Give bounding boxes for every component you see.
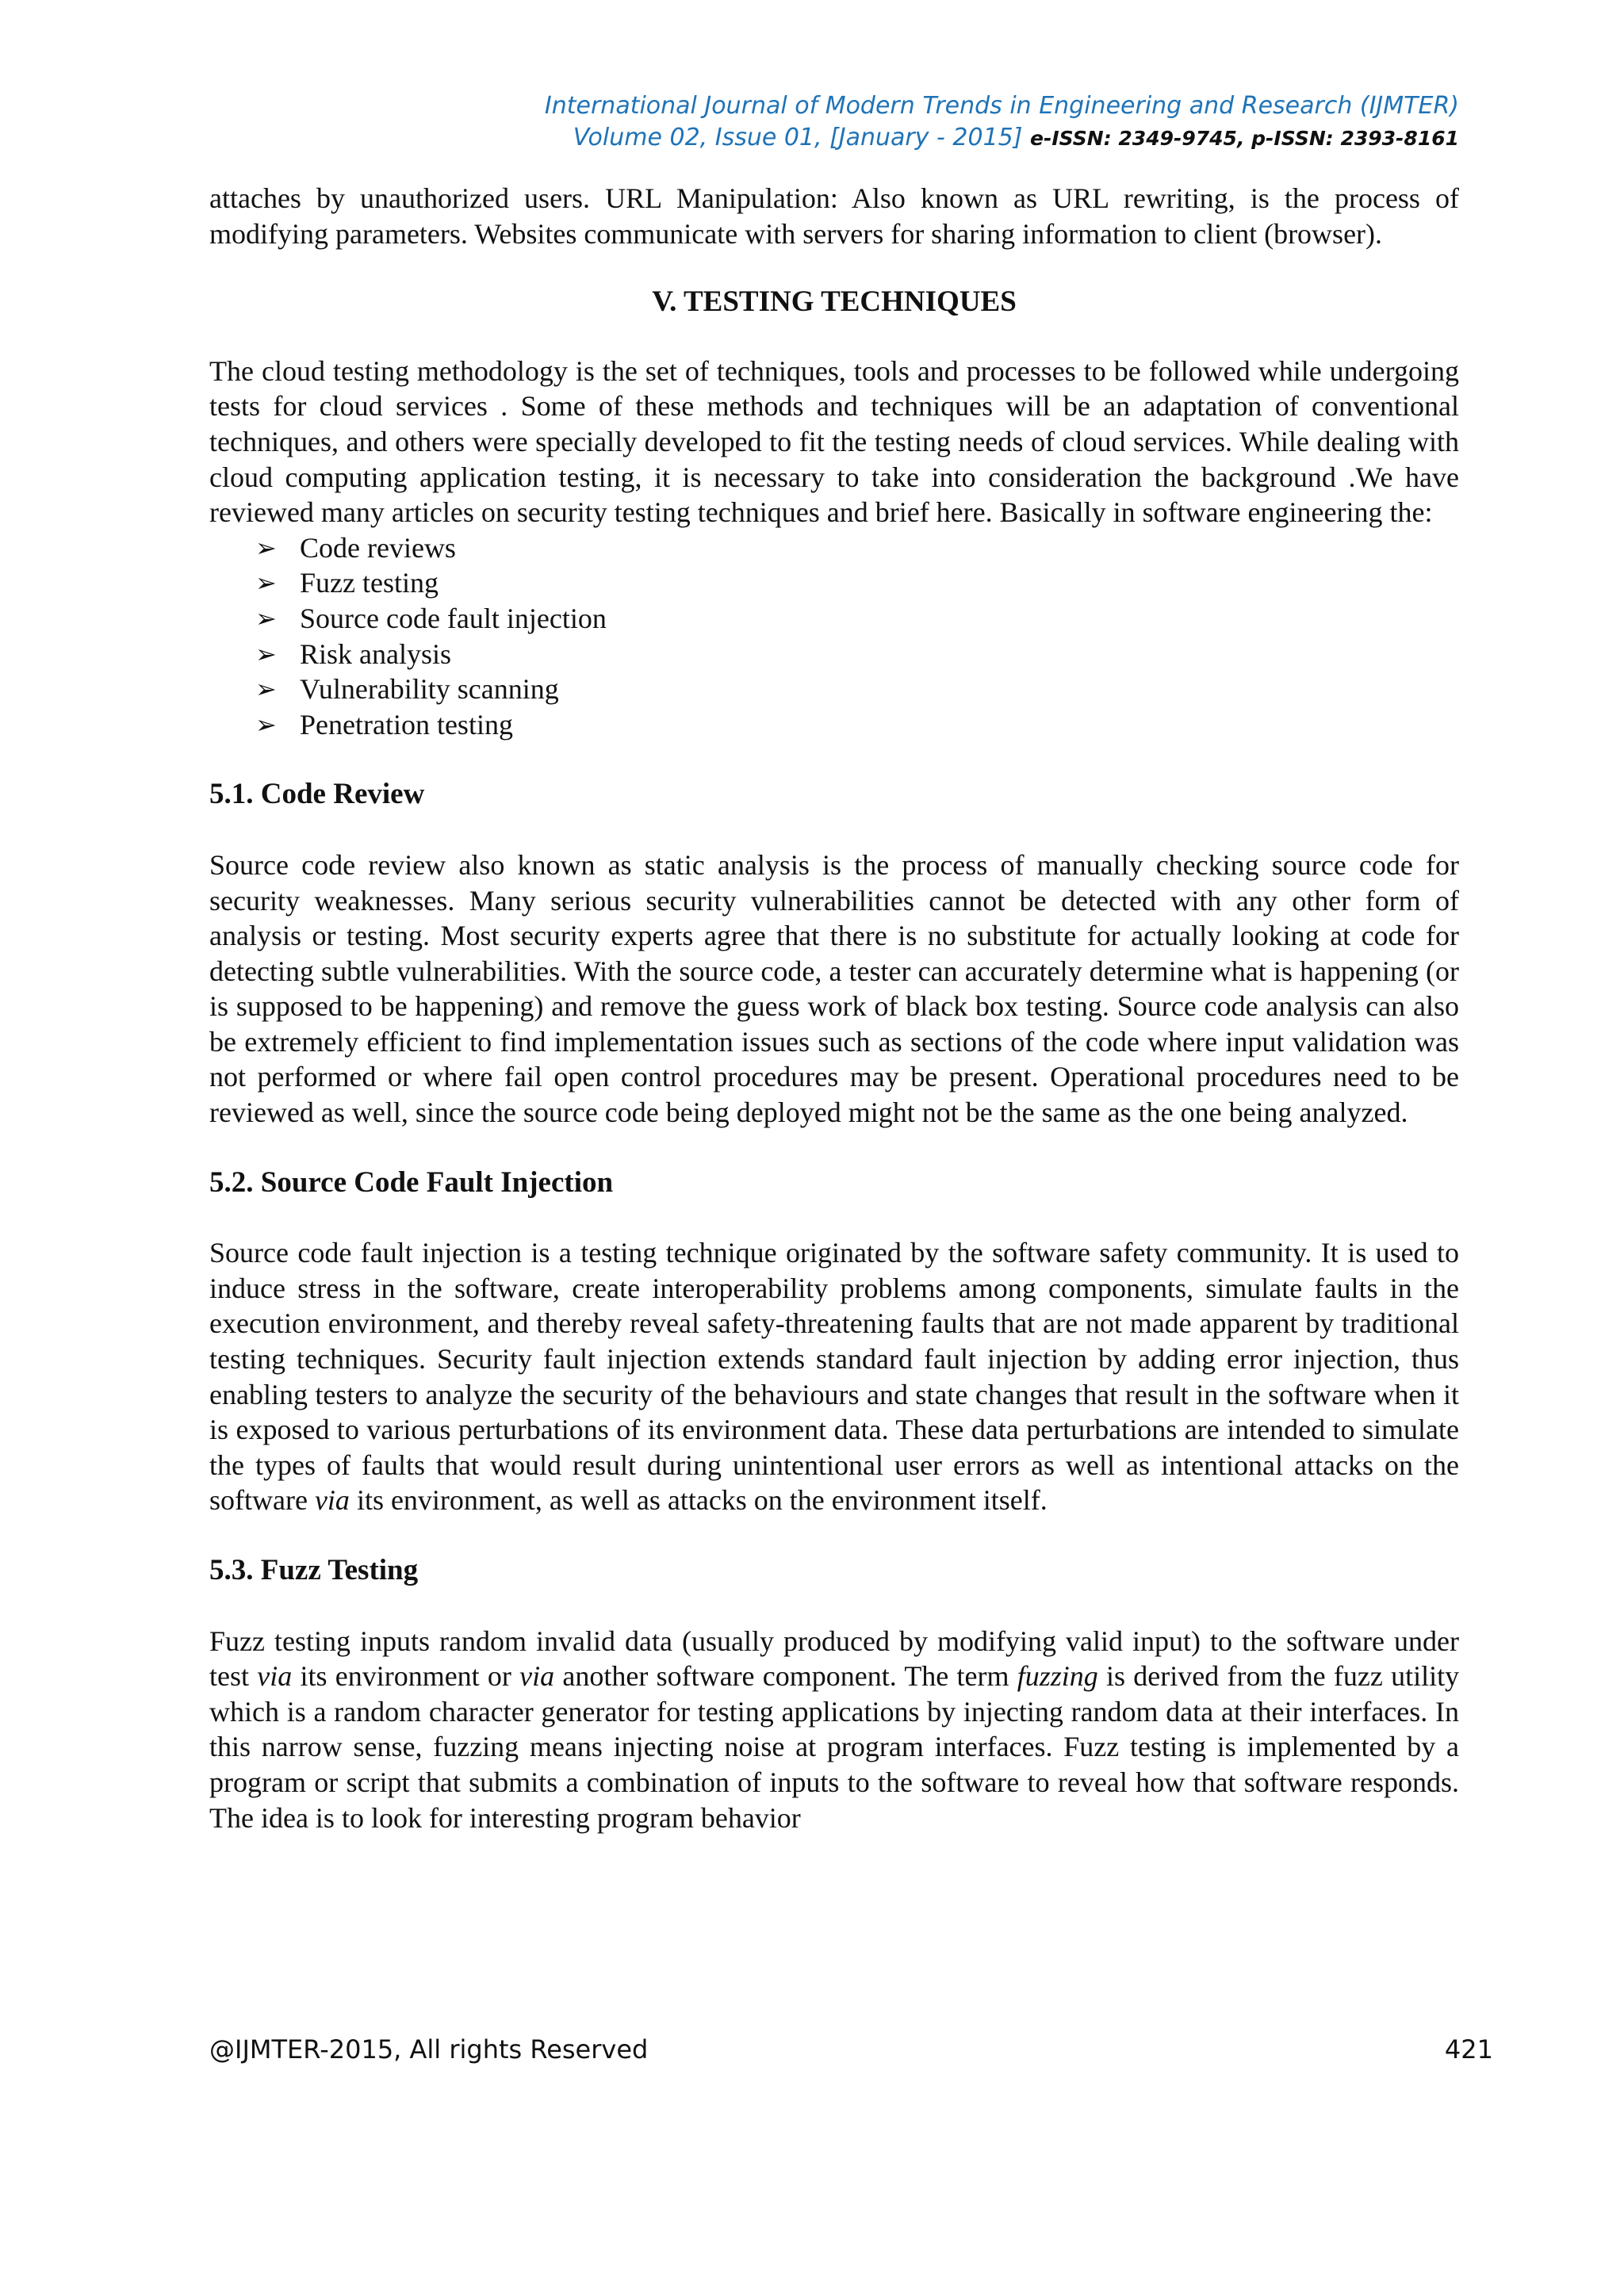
copyright-text: @IJMTER-2015, All rights Reserved	[209, 2034, 649, 2064]
techniques-list	[209, 530, 1459, 743]
fault-injection-paragraph: Source code fault injection is a testing technique originated by the software safety community. It is used to induce stress in the software, create interoperability problems among components, simulate faults in the execution environment, and thereby reveal safety-threatening faults that are not made apparent by traditional testing techniques. Security fault injection extends standard fault injection by adding error injection, thus enabling testers to analyze the security of the behaviours and state changes that result in the software when it is exposed to various perturbations of its environment data. These data perturbations are intended to simulate the types of faults that would result during unintentional user errors as well as intentional attacks on the software via its environment, as well as attacks on the environment itself.	[209, 1237, 1459, 1517]
arrow-bullet-icon: ➢	[255, 638, 277, 669]
journal-header	[270, 90, 1459, 155]
subsection-title-code-review: 5.1. Code Review	[209, 778, 425, 811]
arrow-bullet-icon: ➢	[255, 568, 277, 599]
arrow-bullet-icon: ➢	[255, 709, 277, 740]
page-footer	[209, 2034, 1493, 2064]
code-review-paragraph: Source code review also known as static analysis is the process of manually checking source code for security weaknesses. Many serious security vulnerabilities cannot be detected with any other form of analysis or testing. Most security experts agree that there is no substitute for actually looking at code for detecting subtle vulnerabilities. With the source code, a tester can accurately determine what is happening (or is supposed to be happening) and remove the guess work of black box testing. Source code analysis can also be extremely efficient to find implementation issues such as sections of the code where input validation was not performed or where fail open control procedures may be present. Operational procedures need to be reviewed as well, since the source code being deployed might not be the same as the one being analyzed.	[209, 848, 1459, 1129]
list-item: ➢ Risk analysis	[255, 637, 1459, 672]
testing-techniques-paragraph: The cloud testing methodology is the set of techniques, tools and processes to be followed while undergoing tests for cloud services . Some of these methods and techniques will be an adaptation of conventional techniques, and others were specially developed to fit the testing needs of cloud services. While dealing with cloud computing application testing, it is necessary to take into consideration the background .We have reviewed many articles on security testing techniques and brief here. Basically in software engineering the:	[209, 354, 1459, 529]
subsection-title-fault-injection: 5.2. Source Code Fault Injection	[209, 1165, 614, 1199]
page-number: 421	[1444, 2034, 1493, 2064]
journal-issn: e-ISSN: 2349-9745, p-ISSN: 2393-8161	[1030, 127, 1459, 150]
journal-title: International Journal of Modern Trends in Engineering and Research (IJMTER)	[544, 92, 1459, 120]
journal-volume: Volume 02, Issue 01, [January - 2015]	[573, 124, 1023, 151]
list-item: ➢ Penetration testing	[255, 707, 1459, 743]
page-body	[209, 181, 1459, 1835]
arrow-bullet-icon: ➢	[255, 532, 277, 563]
list-item: ➢ Source code fault injection	[255, 601, 1459, 637]
list-item: ➢ Vulnerability scanning	[255, 672, 1459, 707]
intro-paragraph: attaches by unauthorized users. URL Manipulation: Also known as URL rewriting, is the process of modifying parameters. Websites communicate with servers for sharing information to client (browser).	[209, 182, 1459, 250]
subsection-title-fuzz-testing: 5.3. Fuzz Testing	[209, 1554, 419, 1586]
journal-volume-line	[270, 122, 1459, 155]
list-item: ➢ Code reviews	[255, 530, 1459, 566]
section-title-testing-techniques: V. TESTING TECHNIQUES	[652, 285, 1017, 319]
arrow-bullet-icon: ➢	[255, 674, 277, 705]
list-item: ➢ Fuzz testing	[255, 565, 1459, 601]
arrow-bullet-icon: ➢	[255, 603, 277, 633]
fuzz-testing-paragraph: Fuzz testing inputs random invalid data (usually produced by modifying valid input) to the software under test via its environment or via another software component. The term fuzzing is derived from the fuzz utility which is a random character generator for testing applications by injecting random data at their interfaces. In this narrow sense, fuzzing means injecting noise at program interfaces. Fuzz testing is implemented by a program or script that submits a combination of inputs to the software to reveal how that software responds. The idea is to look for interesting program behavior	[209, 1624, 1460, 1834]
